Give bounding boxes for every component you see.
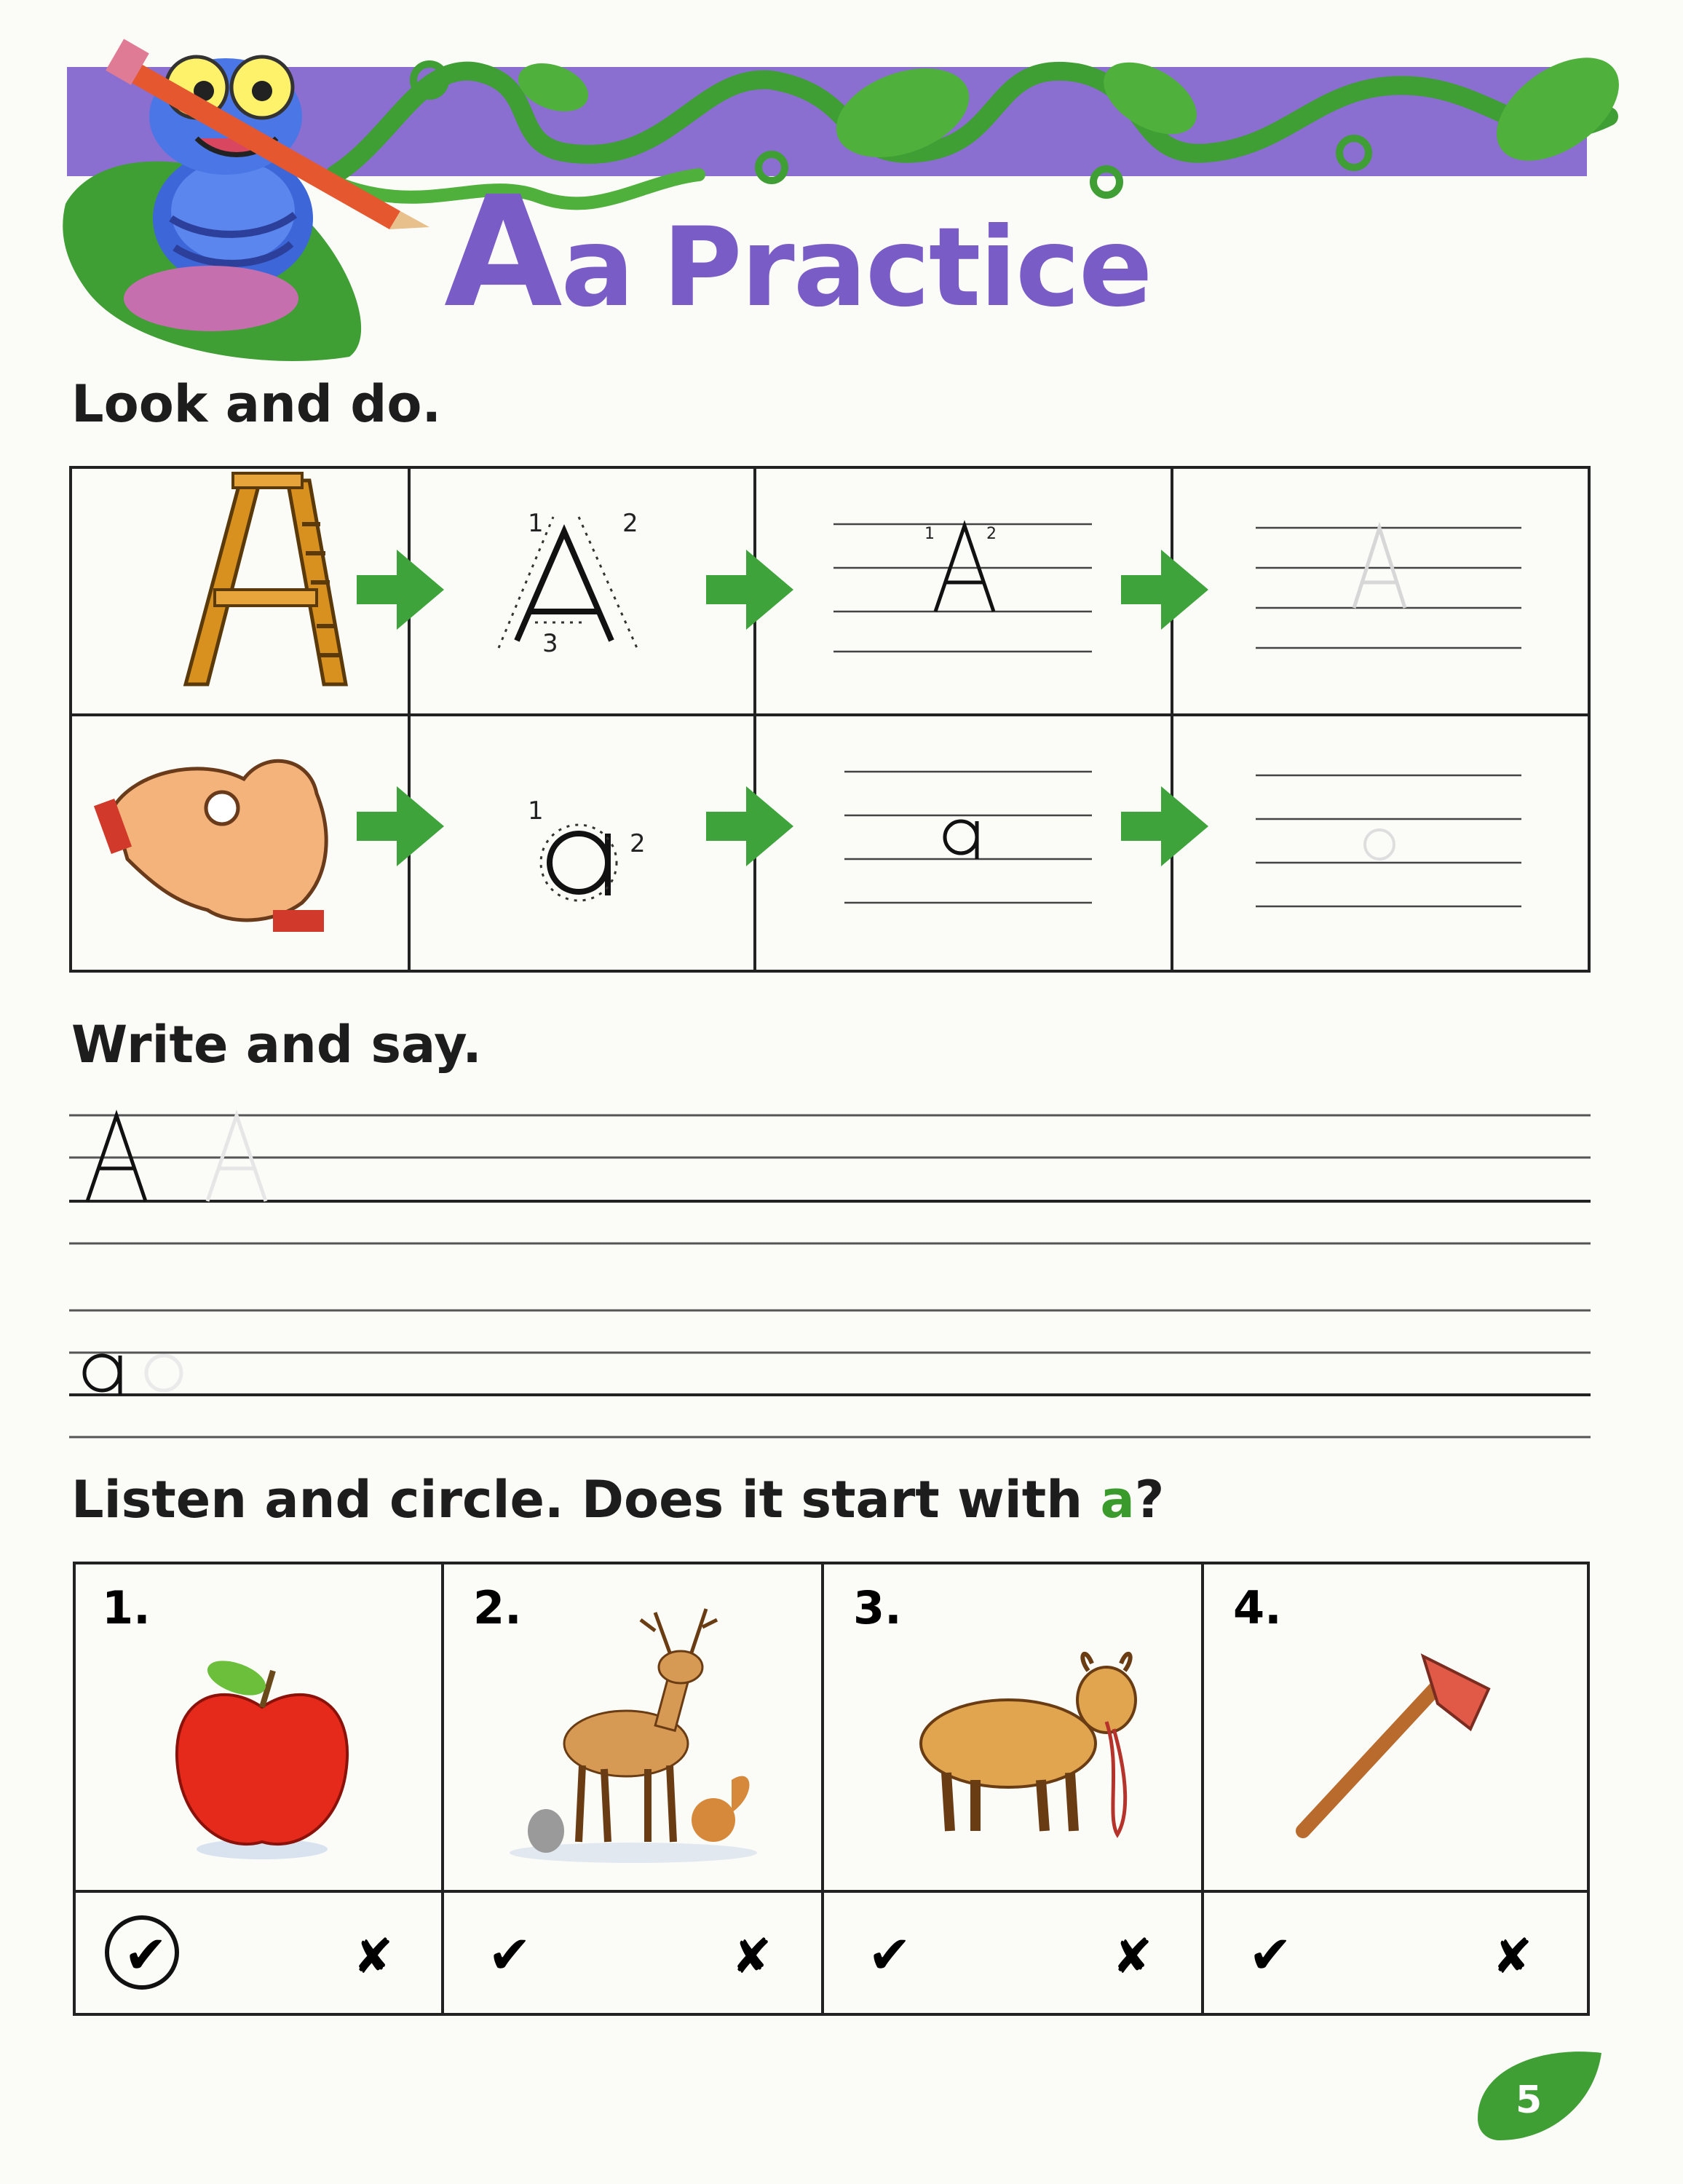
stroke-number: 3: [542, 629, 558, 658]
check-mark-icon[interactable]: ✔: [868, 1924, 912, 1985]
writing-lines: [833, 524, 1092, 652]
axe-icon: [1303, 1656, 1489, 1831]
heading-text: Listen and circle. Does it start with: [71, 1470, 1101, 1530]
check-mark-icon[interactable]: ✔: [1248, 1924, 1293, 1985]
check-mark-icon[interactable]: ✔: [488, 1924, 532, 1985]
item-number: 4.: [1233, 1581, 1282, 1634]
heading-end: ?: [1134, 1470, 1165, 1530]
writing-lines: [844, 772, 1092, 903]
x-mark-icon[interactable]: ✘: [353, 1928, 394, 1985]
heading-letter: a: [1100, 1470, 1135, 1530]
page-number: 5: [1516, 2078, 1543, 2122]
arrow-right-icon: [357, 786, 444, 866]
title-small-letter: a: [561, 205, 633, 331]
page-title: [444, 163, 1152, 341]
arrow-right-icon: [1121, 786, 1208, 866]
item-number: 1.: [102, 1581, 151, 1634]
hand-sign-icon: [94, 761, 326, 932]
item-number: 2.: [473, 1581, 522, 1634]
letter-a-faded: [146, 1356, 181, 1390]
check-mark-icon[interactable]: ✔: [124, 1924, 168, 1985]
apple-icon: [177, 1654, 347, 1859]
stroke-number: 1: [924, 525, 935, 543]
look-and-do-heading: Look and do.: [71, 374, 442, 434]
writing-lines: [1256, 528, 1521, 648]
arrow-right-icon: [1121, 550, 1208, 630]
listen-and-circle-grid: [73, 1562, 1601, 2024]
stroke-number: 2: [986, 525, 997, 543]
title-big-letter: A: [444, 163, 561, 341]
writing-lines: [1256, 775, 1521, 906]
x-mark-icon[interactable]: ✘: [1492, 1928, 1533, 1985]
ox-icon: [921, 1654, 1136, 1835]
write-and-say-lines: [69, 1099, 1605, 1449]
stroke-number: 1: [528, 796, 544, 826]
stroke-number: 2: [630, 829, 646, 858]
title-word: Practice: [662, 205, 1152, 331]
listen-and-circle-heading: [71, 1470, 1165, 1530]
arrow-right-icon: [706, 786, 793, 866]
stroke-number: 1: [528, 509, 544, 538]
x-mark-icon[interactable]: ✘: [1112, 1928, 1153, 1985]
x-mark-icon[interactable]: ✘: [732, 1928, 772, 1985]
letter-a-stroke-guide: [499, 509, 638, 658]
arrow-right-icon: [706, 550, 793, 630]
write-and-say-heading: Write and say.: [71, 1015, 482, 1075]
item-number: 3.: [853, 1581, 902, 1634]
deer-icon: [510, 1609, 757, 1863]
letter-a-lower-stroke-guide: [528, 796, 646, 901]
ladder-icon: [186, 473, 346, 684]
look-and-do-grid: [69, 466, 1598, 976]
arrow-right-icon: [357, 550, 444, 630]
stroke-number: 2: [622, 509, 638, 538]
model-letter-a-lower: [84, 1356, 119, 1390]
